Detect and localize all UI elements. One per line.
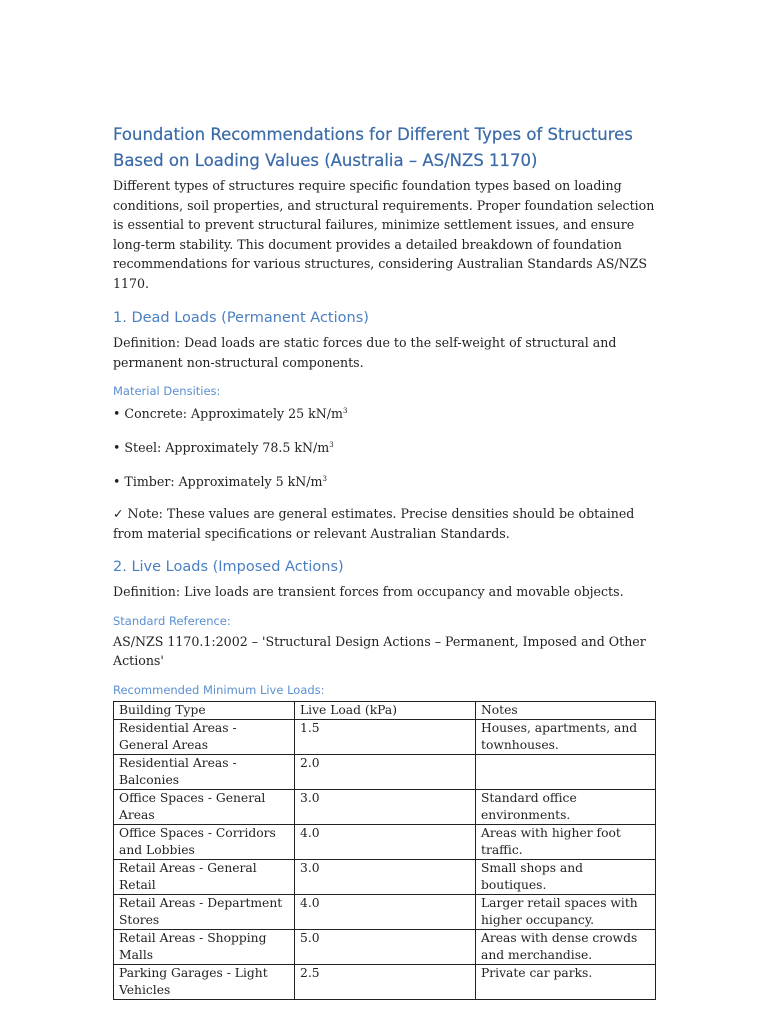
table-cell: 3.0 [295,789,476,824]
table-cell: Residential Areas - General Areas [114,719,295,754]
bullet-timber [113,470,657,492]
table-cell: 2.0 [295,754,476,789]
bullet-concrete [113,402,657,424]
table-cell: Parking Garages - Light Vehicles [114,964,295,999]
live-loads-table [113,701,656,1000]
table-cell: Standard office environments. [476,789,656,824]
note-paragraph: ✓ Note: These values are general estimates. Precise densities should be obtained from material specifications or relevant Australian Standards. [113,506,635,541]
table-row [114,789,656,824]
bullet-text: • Steel: Approximately 78.5 kN/m [113,440,330,455]
table-cell: 4.0 [295,894,476,929]
standard-reference-heading: Standard Reference: [113,613,231,628]
table-header-row [114,701,656,719]
table-cell: 1.5 [295,719,476,754]
bullet-steel [113,436,657,458]
table-cell: Areas with dense crowds and merchandise. [476,929,656,964]
table-cell: Office Spaces - General Areas [114,789,295,824]
table-row [114,824,656,859]
table-cell: Residential Areas - Balconies [114,754,295,789]
table-row [114,719,656,754]
bullet-text: • Timber: Approximately 5 kN/m [113,474,323,489]
table-row [114,754,656,789]
table-cell: Retail Areas - General Retail [114,859,295,894]
superscript: 3 [329,441,334,449]
table-cell: Retail Areas - Department Stores [114,894,295,929]
table-row [114,894,656,929]
table-cell: 5.0 [295,929,476,964]
table-header-cell: Live Load (kPa) [295,701,476,719]
live-loads-table-heading: Recommended Minimum Live Loads: [113,682,325,697]
table-cell: 2.5 [295,964,476,999]
superscript: 3 [322,475,327,483]
table-cell: Areas with higher foot traffic. [476,824,656,859]
table-cell: Retail Areas - Shopping Malls [114,929,295,964]
table-header-cell: Building Type [114,701,295,719]
material-densities-heading: Material Densities: [113,384,221,398]
table-row [114,964,656,999]
table-cell: Small shops and boutiques. [476,859,656,894]
table-header-cell: Notes [476,701,656,719]
table-row [114,929,656,964]
superscript: 3 [342,407,348,415]
table-cell: Houses, apartments, and townhouses. [476,719,656,754]
section-heading-live-loads: 2. Live Loads (Imposed Actions) [113,559,344,575]
table-cell: Private car parks. [476,964,656,999]
section-heading-dead-loads: 1. Dead Loads (Permanent Actions) [113,310,369,326]
dead-loads-definition: Definition: Dead loads are static forces due to the self-weight of structural and permanent non-structural components. [113,335,617,370]
table-cell [476,754,656,789]
table-cell: Larger retail spaces with higher occupancy. [476,894,656,929]
table-cell: 4.0 [295,824,476,859]
intro-paragraph: Different types of structures require specific foundation types based on loading conditions, soil properties, and structural requirements. Proper foundation selection is essential to prevent structural failures, minimize settlement issues, and ensure long-term stability. This document provides a detailed breakdown of foundation recommendations for various structures, considering Australian Standards AS/NZS 1170. [113,178,655,291]
table-row [114,859,656,894]
table-cell: Office Spaces - Corridors and Lobbies [114,824,295,859]
document-content [113,122,657,1000]
bullet-text: • Concrete: Approximately 25 kN/m [113,406,343,421]
standard-reference-text: AS/NZS 1170.1:2002 – 'Structural Design Actions – Permanent, Imposed and Other Actions' [113,633,646,668]
table-cell: 3.0 [295,859,476,894]
live-loads-definition: Definition: Live loads are transient forces from occupancy and movable objects. [113,584,624,599]
document-title: Foundation Recommendations for Different Types of Structures Based on Loading Values (Australia – AS/NZS 1170) [113,125,633,170]
